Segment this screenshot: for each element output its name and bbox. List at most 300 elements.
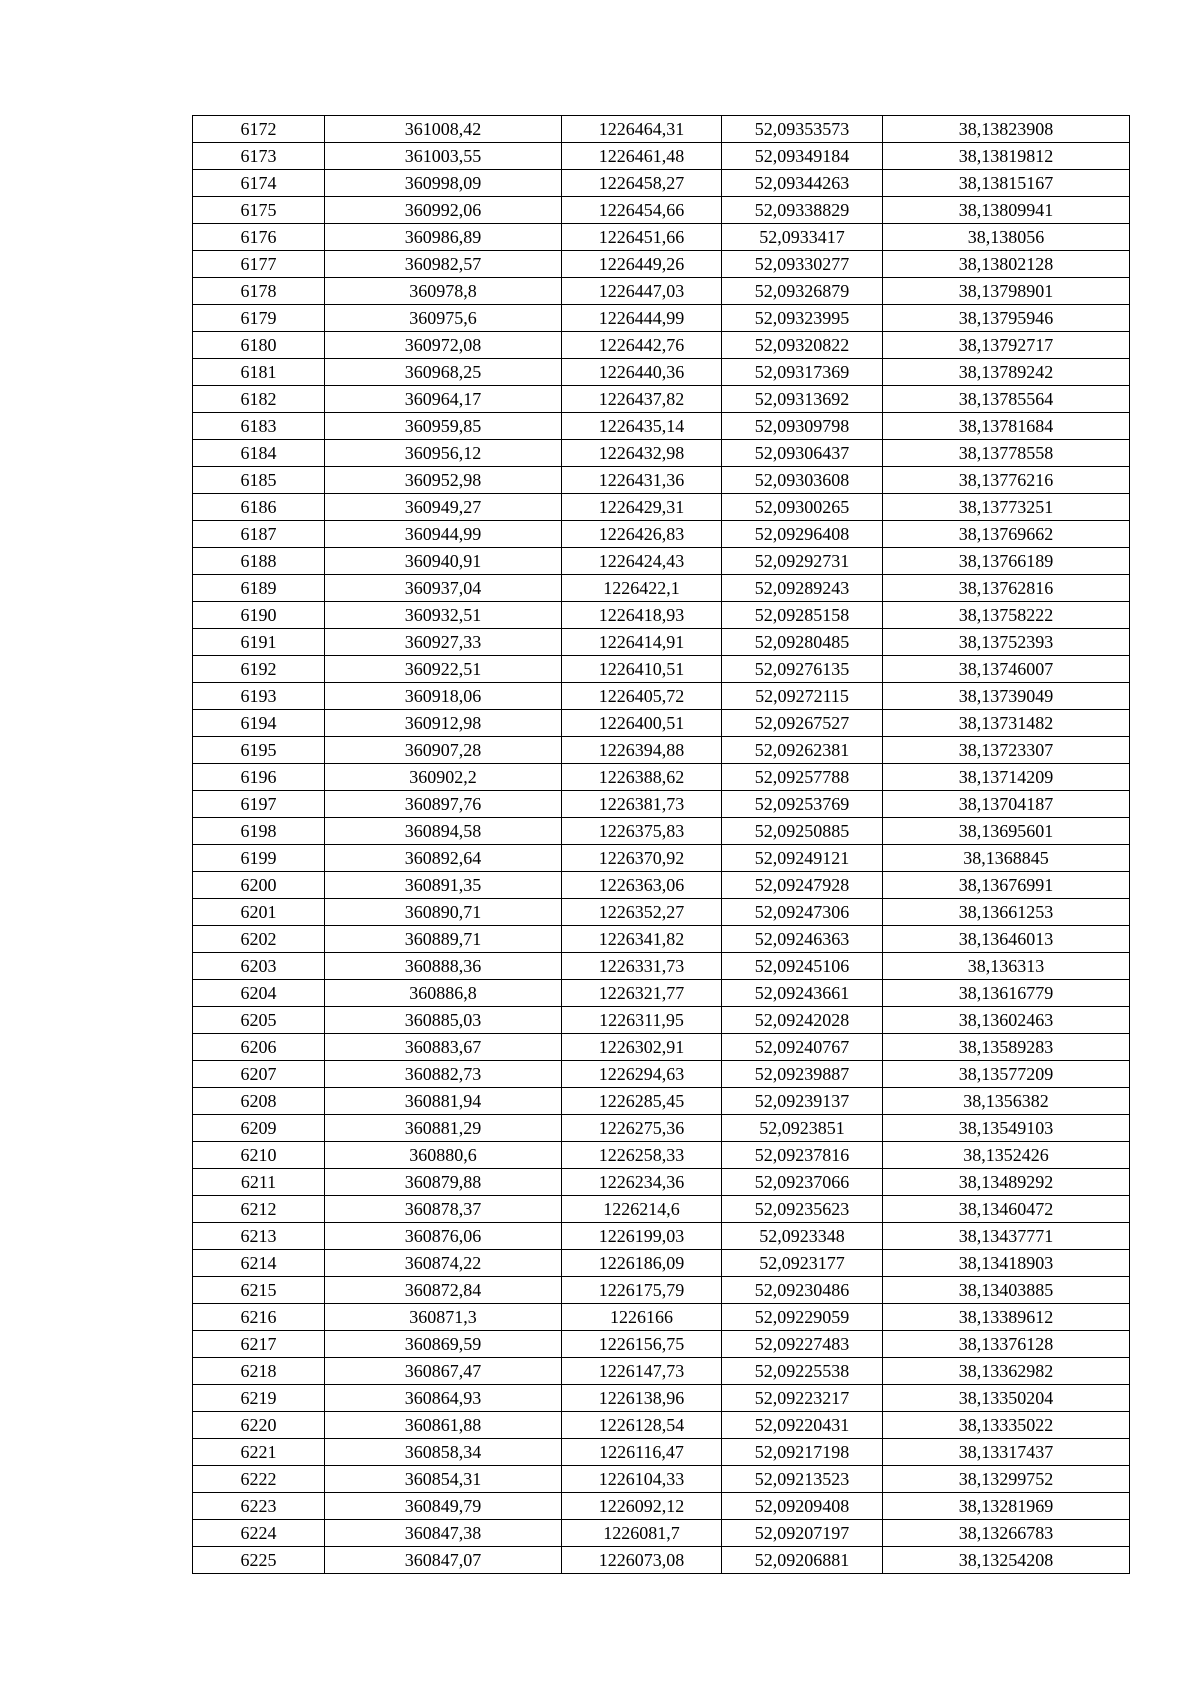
longitude-cell: 38,13792717 [883, 332, 1130, 359]
point-number-cell: 6175 [193, 197, 325, 224]
point-number-cell: 6203 [193, 953, 325, 980]
x-coordinate-cell: 360886,8 [325, 980, 562, 1007]
point-number-cell: 6223 [193, 1493, 325, 1520]
longitude-cell: 38,13602463 [883, 1007, 1130, 1034]
latitude-cell: 52,0933417 [722, 224, 883, 251]
point-number-cell: 6172 [193, 116, 325, 143]
table-row [193, 1412, 1130, 1439]
x-coordinate-cell: 360918,06 [325, 683, 562, 710]
point-number-cell: 6218 [193, 1358, 325, 1385]
point-number-cell: 6190 [193, 602, 325, 629]
latitude-cell: 52,09206881 [722, 1547, 883, 1574]
longitude-cell: 38,13376128 [883, 1331, 1130, 1358]
latitude-cell: 52,09209408 [722, 1493, 883, 1520]
table-row [193, 845, 1130, 872]
longitude-cell: 38,1356382 [883, 1088, 1130, 1115]
y-coordinate-cell: 1226341,82 [562, 926, 722, 953]
latitude-cell: 52,09235623 [722, 1196, 883, 1223]
longitude-cell: 38,13809941 [883, 197, 1130, 224]
longitude-cell: 38,13549103 [883, 1115, 1130, 1142]
table-row [193, 1061, 1130, 1088]
y-coordinate-cell: 1226394,88 [562, 737, 722, 764]
table-row [193, 1439, 1130, 1466]
point-number-cell: 6181 [193, 359, 325, 386]
y-coordinate-cell: 1226388,62 [562, 764, 722, 791]
latitude-cell: 52,09242028 [722, 1007, 883, 1034]
longitude-cell: 38,13418903 [883, 1250, 1130, 1277]
y-coordinate-cell: 1226147,73 [562, 1358, 722, 1385]
table-row [193, 953, 1130, 980]
table-row [193, 683, 1130, 710]
latitude-cell: 52,09353573 [722, 116, 883, 143]
y-coordinate-cell: 1226258,33 [562, 1142, 722, 1169]
longitude-cell: 38,13773251 [883, 494, 1130, 521]
longitude-cell: 38,13389612 [883, 1304, 1130, 1331]
y-coordinate-cell: 1226321,77 [562, 980, 722, 1007]
point-number-cell: 6188 [193, 548, 325, 575]
x-coordinate-cell: 360972,08 [325, 332, 562, 359]
point-number-cell: 6208 [193, 1088, 325, 1115]
y-coordinate-cell: 1226414,91 [562, 629, 722, 656]
y-coordinate-cell: 1226311,95 [562, 1007, 722, 1034]
point-number-cell: 6225 [193, 1547, 325, 1574]
point-number-cell: 6215 [193, 1277, 325, 1304]
x-coordinate-cell: 360998,09 [325, 170, 562, 197]
y-coordinate-cell: 1226104,33 [562, 1466, 722, 1493]
latitude-cell: 52,09300265 [722, 494, 883, 521]
x-coordinate-cell: 360847,38 [325, 1520, 562, 1547]
x-coordinate-cell: 360890,71 [325, 899, 562, 926]
y-coordinate-cell: 1226410,51 [562, 656, 722, 683]
point-number-cell: 6193 [193, 683, 325, 710]
point-number-cell: 6186 [193, 494, 325, 521]
longitude-cell: 38,13776216 [883, 467, 1130, 494]
point-number-cell: 6198 [193, 818, 325, 845]
latitude-cell: 52,09225538 [722, 1358, 883, 1385]
table-row [193, 737, 1130, 764]
x-coordinate-cell: 360922,51 [325, 656, 562, 683]
x-coordinate-cell: 360858,34 [325, 1439, 562, 1466]
longitude-cell: 38,13819812 [883, 143, 1130, 170]
latitude-cell: 52,09229059 [722, 1304, 883, 1331]
y-coordinate-cell: 1226294,63 [562, 1061, 722, 1088]
y-coordinate-cell: 1226447,03 [562, 278, 722, 305]
point-number-cell: 6206 [193, 1034, 325, 1061]
x-coordinate-cell: 360872,84 [325, 1277, 562, 1304]
x-coordinate-cell: 360956,12 [325, 440, 562, 467]
table-row [193, 494, 1130, 521]
table-row [193, 305, 1130, 332]
latitude-cell: 52,09296408 [722, 521, 883, 548]
latitude-cell: 52,09320822 [722, 332, 883, 359]
point-number-cell: 6210 [193, 1142, 325, 1169]
x-coordinate-cell: 360944,99 [325, 521, 562, 548]
latitude-cell: 52,09237816 [722, 1142, 883, 1169]
longitude-cell: 38,13281969 [883, 1493, 1130, 1520]
y-coordinate-cell: 1226449,26 [562, 251, 722, 278]
table-row [193, 1223, 1130, 1250]
y-coordinate-cell: 1226370,92 [562, 845, 722, 872]
x-coordinate-cell: 360912,98 [325, 710, 562, 737]
point-number-cell: 6224 [193, 1520, 325, 1547]
y-coordinate-cell: 1226275,36 [562, 1115, 722, 1142]
latitude-cell: 52,09237066 [722, 1169, 883, 1196]
latitude-cell: 52,09309798 [722, 413, 883, 440]
point-number-cell: 6211 [193, 1169, 325, 1196]
y-coordinate-cell: 1226435,14 [562, 413, 722, 440]
latitude-cell: 52,09338829 [722, 197, 883, 224]
table-row [193, 791, 1130, 818]
longitude-cell: 38,13362982 [883, 1358, 1130, 1385]
latitude-cell: 52,09253769 [722, 791, 883, 818]
latitude-cell: 52,09317369 [722, 359, 883, 386]
latitude-cell: 52,09239137 [722, 1088, 883, 1115]
longitude-cell: 38,1352426 [883, 1142, 1130, 1169]
latitude-cell: 52,0923177 [722, 1250, 883, 1277]
table-row [193, 656, 1130, 683]
longitude-cell: 38,13335022 [883, 1412, 1130, 1439]
x-coordinate-cell: 360854,31 [325, 1466, 562, 1493]
table-row [193, 1088, 1130, 1115]
x-coordinate-cell: 360888,36 [325, 953, 562, 980]
x-coordinate-cell: 360869,59 [325, 1331, 562, 1358]
point-number-cell: 6216 [193, 1304, 325, 1331]
latitude-cell: 52,09240767 [722, 1034, 883, 1061]
longitude-cell: 38,13815167 [883, 170, 1130, 197]
point-number-cell: 6195 [193, 737, 325, 764]
y-coordinate-cell: 1226461,48 [562, 143, 722, 170]
longitude-cell: 38,13460472 [883, 1196, 1130, 1223]
longitude-cell: 38,138056 [883, 224, 1130, 251]
longitude-cell: 38,13752393 [883, 629, 1130, 656]
table-row [193, 1331, 1130, 1358]
point-number-cell: 6185 [193, 467, 325, 494]
y-coordinate-cell: 1226400,51 [562, 710, 722, 737]
y-coordinate-cell: 1226440,36 [562, 359, 722, 386]
y-coordinate-cell: 1226199,03 [562, 1223, 722, 1250]
longitude-cell: 38,13589283 [883, 1034, 1130, 1061]
longitude-cell: 38,13758222 [883, 602, 1130, 629]
longitude-cell: 38,13317437 [883, 1439, 1130, 1466]
y-coordinate-cell: 1226175,79 [562, 1277, 722, 1304]
y-coordinate-cell: 1226156,75 [562, 1331, 722, 1358]
latitude-cell: 52,09243661 [722, 980, 883, 1007]
table-body [193, 116, 1130, 1574]
table-row [193, 143, 1130, 170]
table-row [193, 278, 1130, 305]
longitude-cell: 38,13704187 [883, 791, 1130, 818]
longitude-cell: 38,136313 [883, 953, 1130, 980]
x-coordinate-cell: 360881,94 [325, 1088, 562, 1115]
table-row [193, 116, 1130, 143]
y-coordinate-cell: 1226422,1 [562, 575, 722, 602]
table-row [193, 1115, 1130, 1142]
x-coordinate-cell: 360992,06 [325, 197, 562, 224]
y-coordinate-cell: 1226186,09 [562, 1250, 722, 1277]
longitude-cell: 38,13785564 [883, 386, 1130, 413]
y-coordinate-cell: 1226073,08 [562, 1547, 722, 1574]
y-coordinate-cell: 1226437,82 [562, 386, 722, 413]
latitude-cell: 52,09245106 [722, 953, 883, 980]
x-coordinate-cell: 360871,3 [325, 1304, 562, 1331]
table-row [193, 386, 1130, 413]
latitude-cell: 52,09276135 [722, 656, 883, 683]
point-number-cell: 6174 [193, 170, 325, 197]
x-coordinate-cell: 360864,93 [325, 1385, 562, 1412]
y-coordinate-cell: 1226116,47 [562, 1439, 722, 1466]
x-coordinate-cell: 360952,98 [325, 467, 562, 494]
table-row [193, 440, 1130, 467]
latitude-cell: 52,09213523 [722, 1466, 883, 1493]
table-row [193, 575, 1130, 602]
y-coordinate-cell: 1226138,96 [562, 1385, 722, 1412]
longitude-cell: 38,13299752 [883, 1466, 1130, 1493]
latitude-cell: 52,09272115 [722, 683, 883, 710]
x-coordinate-cell: 360885,03 [325, 1007, 562, 1034]
y-coordinate-cell: 1226302,91 [562, 1034, 722, 1061]
latitude-cell: 52,0923348 [722, 1223, 883, 1250]
x-coordinate-cell: 360959,85 [325, 413, 562, 440]
longitude-cell: 38,13676991 [883, 872, 1130, 899]
latitude-cell: 52,09227483 [722, 1331, 883, 1358]
y-coordinate-cell: 1226092,12 [562, 1493, 722, 1520]
longitude-cell: 38,13616779 [883, 980, 1130, 1007]
point-number-cell: 6176 [193, 224, 325, 251]
table-row [193, 980, 1130, 1007]
point-number-cell: 6180 [193, 332, 325, 359]
longitude-cell: 38,13437771 [883, 1223, 1130, 1250]
y-coordinate-cell: 1226429,31 [562, 494, 722, 521]
y-coordinate-cell: 1226426,83 [562, 521, 722, 548]
table-row [193, 1007, 1130, 1034]
longitude-cell: 38,13266783 [883, 1520, 1130, 1547]
latitude-cell: 52,09303608 [722, 467, 883, 494]
point-number-cell: 6173 [193, 143, 325, 170]
longitude-cell: 38,13798901 [883, 278, 1130, 305]
table-row [193, 1358, 1130, 1385]
point-number-cell: 6209 [193, 1115, 325, 1142]
x-coordinate-cell: 360880,6 [325, 1142, 562, 1169]
table-row [193, 764, 1130, 791]
table-row [193, 629, 1130, 656]
latitude-cell: 52,09267527 [722, 710, 883, 737]
longitude-cell: 38,13762816 [883, 575, 1130, 602]
x-coordinate-cell: 360975,6 [325, 305, 562, 332]
table-row [193, 359, 1130, 386]
x-coordinate-cell: 360894,58 [325, 818, 562, 845]
point-number-cell: 6196 [193, 764, 325, 791]
y-coordinate-cell: 1226454,66 [562, 197, 722, 224]
longitude-cell: 38,13823908 [883, 116, 1130, 143]
x-coordinate-cell: 361003,55 [325, 143, 562, 170]
table-row [193, 1493, 1130, 1520]
point-number-cell: 6191 [193, 629, 325, 656]
x-coordinate-cell: 360847,07 [325, 1547, 562, 1574]
table-row [193, 1142, 1130, 1169]
x-coordinate-cell: 360892,64 [325, 845, 562, 872]
latitude-cell: 52,09289243 [722, 575, 883, 602]
y-coordinate-cell: 1226375,83 [562, 818, 722, 845]
table-row [193, 1277, 1130, 1304]
x-coordinate-cell: 360932,51 [325, 602, 562, 629]
point-number-cell: 6177 [193, 251, 325, 278]
y-coordinate-cell: 1226464,31 [562, 116, 722, 143]
table-row [193, 602, 1130, 629]
point-number-cell: 6213 [193, 1223, 325, 1250]
point-number-cell: 6205 [193, 1007, 325, 1034]
y-coordinate-cell: 1226424,43 [562, 548, 722, 575]
longitude-cell: 38,13795946 [883, 305, 1130, 332]
y-coordinate-cell: 1226166 [562, 1304, 722, 1331]
table-row [193, 197, 1130, 224]
latitude-cell: 52,09292731 [722, 548, 883, 575]
longitude-cell: 38,13254208 [883, 1547, 1130, 1574]
x-coordinate-cell: 360940,91 [325, 548, 562, 575]
point-number-cell: 6220 [193, 1412, 325, 1439]
y-coordinate-cell: 1226352,27 [562, 899, 722, 926]
table-row [193, 899, 1130, 926]
y-coordinate-cell: 1226331,73 [562, 953, 722, 980]
point-number-cell: 6214 [193, 1250, 325, 1277]
point-number-cell: 6194 [193, 710, 325, 737]
y-coordinate-cell: 1226442,76 [562, 332, 722, 359]
y-coordinate-cell: 1226432,98 [562, 440, 722, 467]
point-number-cell: 6184 [193, 440, 325, 467]
table-row [193, 1385, 1130, 1412]
latitude-cell: 52,09207197 [722, 1520, 883, 1547]
point-number-cell: 6222 [193, 1466, 325, 1493]
x-coordinate-cell: 360889,71 [325, 926, 562, 953]
latitude-cell: 52,09257788 [722, 764, 883, 791]
longitude-cell: 38,13661253 [883, 899, 1130, 926]
x-coordinate-cell: 360897,76 [325, 791, 562, 818]
latitude-cell: 52,09262381 [722, 737, 883, 764]
latitude-cell: 52,09247928 [722, 872, 883, 899]
x-coordinate-cell: 360881,29 [325, 1115, 562, 1142]
latitude-cell: 52,09285158 [722, 602, 883, 629]
latitude-cell: 52,09220431 [722, 1412, 883, 1439]
point-number-cell: 6221 [193, 1439, 325, 1466]
latitude-cell: 52,09250885 [722, 818, 883, 845]
x-coordinate-cell: 360982,57 [325, 251, 562, 278]
latitude-cell: 52,09326879 [722, 278, 883, 305]
y-coordinate-cell: 1226405,72 [562, 683, 722, 710]
point-number-cell: 6202 [193, 926, 325, 953]
longitude-cell: 38,13731482 [883, 710, 1130, 737]
x-coordinate-cell: 360879,88 [325, 1169, 562, 1196]
longitude-cell: 38,13577209 [883, 1061, 1130, 1088]
x-coordinate-cell: 360849,79 [325, 1493, 562, 1520]
table-row [193, 1196, 1130, 1223]
x-coordinate-cell: 360867,47 [325, 1358, 562, 1385]
y-coordinate-cell: 1226081,7 [562, 1520, 722, 1547]
x-coordinate-cell: 360902,2 [325, 764, 562, 791]
table-row [193, 1169, 1130, 1196]
table-row [193, 521, 1130, 548]
x-coordinate-cell: 360937,04 [325, 575, 562, 602]
table-row [193, 224, 1130, 251]
latitude-cell: 52,09349184 [722, 143, 883, 170]
latitude-cell: 52,09239887 [722, 1061, 883, 1088]
point-number-cell: 6197 [193, 791, 325, 818]
point-number-cell: 6178 [193, 278, 325, 305]
latitude-cell: 52,09344263 [722, 170, 883, 197]
latitude-cell: 52,09313692 [722, 386, 883, 413]
longitude-cell: 38,13769662 [883, 521, 1130, 548]
table-row [193, 1304, 1130, 1331]
y-coordinate-cell: 1226381,73 [562, 791, 722, 818]
x-coordinate-cell: 360876,06 [325, 1223, 562, 1250]
point-number-cell: 6207 [193, 1061, 325, 1088]
point-number-cell: 6182 [193, 386, 325, 413]
y-coordinate-cell: 1226418,93 [562, 602, 722, 629]
longitude-cell: 38,13695601 [883, 818, 1130, 845]
table-row [193, 1520, 1130, 1547]
x-coordinate-cell: 360883,67 [325, 1034, 562, 1061]
table-row [193, 170, 1130, 197]
y-coordinate-cell: 1226214,6 [562, 1196, 722, 1223]
point-number-cell: 6192 [193, 656, 325, 683]
x-coordinate-cell: 360949,27 [325, 494, 562, 521]
x-coordinate-cell: 360907,28 [325, 737, 562, 764]
latitude-cell: 52,09280485 [722, 629, 883, 656]
table-row [193, 818, 1130, 845]
latitude-cell: 52,0923851 [722, 1115, 883, 1142]
longitude-cell: 38,13766189 [883, 548, 1130, 575]
longitude-cell: 38,13778558 [883, 440, 1130, 467]
latitude-cell: 52,09223217 [722, 1385, 883, 1412]
x-coordinate-cell: 360882,73 [325, 1061, 562, 1088]
table-row [193, 467, 1130, 494]
y-coordinate-cell: 1226363,06 [562, 872, 722, 899]
table-row [193, 1034, 1130, 1061]
y-coordinate-cell: 1226285,45 [562, 1088, 722, 1115]
table-row [193, 332, 1130, 359]
longitude-cell: 38,13802128 [883, 251, 1130, 278]
x-coordinate-cell: 360861,88 [325, 1412, 562, 1439]
latitude-cell: 52,09230486 [722, 1277, 883, 1304]
longitude-cell: 38,13403885 [883, 1277, 1130, 1304]
table-row [193, 413, 1130, 440]
point-number-cell: 6199 [193, 845, 325, 872]
table-row [193, 251, 1130, 278]
longitude-cell: 38,13489292 [883, 1169, 1130, 1196]
table-row [193, 926, 1130, 953]
x-coordinate-cell: 360878,37 [325, 1196, 562, 1223]
point-number-cell: 6204 [193, 980, 325, 1007]
latitude-cell: 52,09249121 [722, 845, 883, 872]
point-number-cell: 6179 [193, 305, 325, 332]
x-coordinate-cell: 360891,35 [325, 872, 562, 899]
point-number-cell: 6187 [193, 521, 325, 548]
point-number-cell: 6183 [193, 413, 325, 440]
table-row [193, 710, 1130, 737]
longitude-cell: 38,13789242 [883, 359, 1130, 386]
x-coordinate-cell: 360964,17 [325, 386, 562, 413]
latitude-cell: 52,09323995 [722, 305, 883, 332]
longitude-cell: 38,13723307 [883, 737, 1130, 764]
latitude-cell: 52,09330277 [722, 251, 883, 278]
latitude-cell: 52,09217198 [722, 1439, 883, 1466]
longitude-cell: 38,1368845 [883, 845, 1130, 872]
table-row [193, 1547, 1130, 1574]
y-coordinate-cell: 1226458,27 [562, 170, 722, 197]
table-row [193, 1466, 1130, 1493]
longitude-cell: 38,13714209 [883, 764, 1130, 791]
point-number-cell: 6212 [193, 1196, 325, 1223]
y-coordinate-cell: 1226234,36 [562, 1169, 722, 1196]
point-number-cell: 6201 [193, 899, 325, 926]
